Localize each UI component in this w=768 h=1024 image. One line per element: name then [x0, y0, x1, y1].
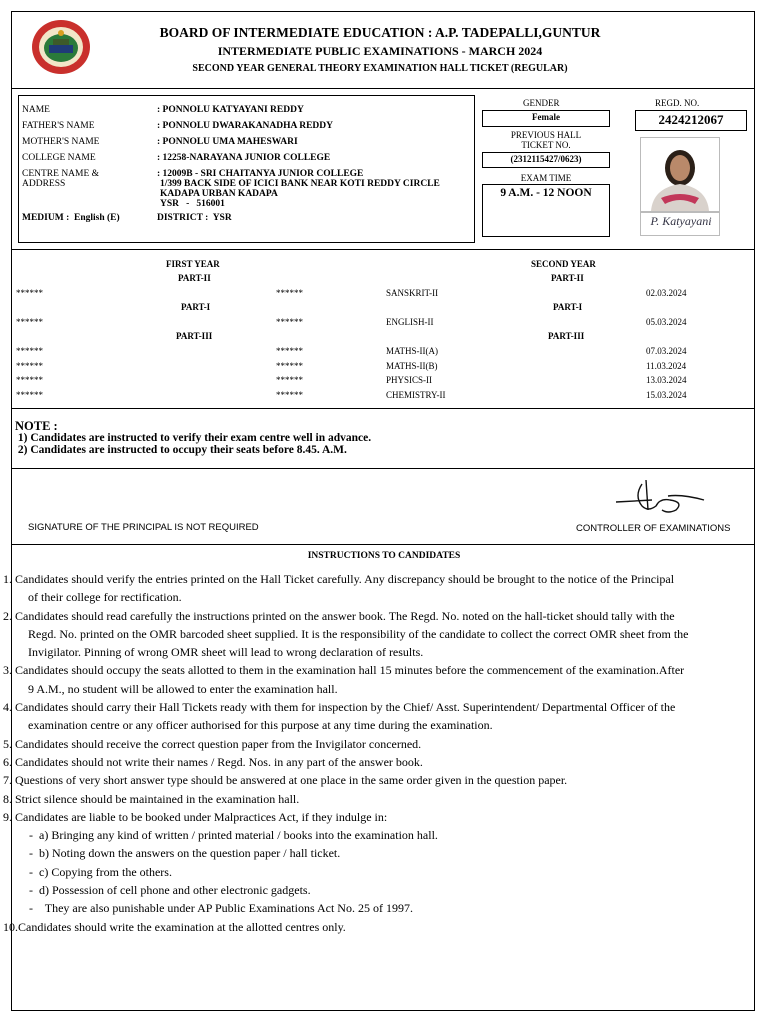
mask-second-3: ******	[276, 346, 303, 356]
mask-first-6: ******	[16, 390, 43, 400]
mask-first-1: ******	[16, 288, 43, 298]
divider	[11, 408, 755, 409]
college-label: COLLEGE NAME	[22, 153, 96, 163]
centre-address-line3: YSR - 516001	[160, 199, 225, 209]
instruction-line: Regd. No. printed on the OMR barcoded sheet supplied. It is the responsibility of the candidate to collect the correct OMR sheet from the	[28, 626, 689, 641]
exam-date: 15.03.2024	[646, 390, 687, 400]
instruction-line: of their college for rectification.	[28, 590, 182, 605]
mask-first-2: ******	[16, 317, 43, 327]
centre-address-line2: KADAPA URBAN KADAPA	[160, 189, 278, 199]
instructions-list	[3, 570, 746, 936]
first-year-part2: PART-II	[178, 273, 211, 283]
ticket-type: SECOND YEAR GENERAL THEORY EXAMINATION HALL TICKET (REGULAR)	[192, 63, 568, 74]
second-year-heading: SECOND YEAR	[531, 259, 596, 269]
instruction-line: - b) Noting down the answers on the question paper / hall ticket.	[29, 846, 341, 861]
instruction-line: - a) Bringing any kind of written / printed material / books into the examination hall.	[29, 828, 438, 843]
divider	[11, 249, 755, 250]
subject-name: CHEMISTRY-II	[386, 390, 446, 400]
centre-name: : 12009B - SRI CHAITANYA JUNIOR COLLEGE	[157, 169, 364, 179]
first-year-part1: PART-I	[181, 302, 211, 312]
note-title: NOTE :	[15, 419, 58, 433]
board-title: BOARD OF INTERMEDIATE EDUCATION : A.P. TADEPALLI,GUNTUR	[159, 25, 601, 40]
instruction-line: 9 A.M., no student will be allowed to enter the examination hall.	[28, 681, 338, 696]
controller-label: CONTROLLER OF EXAMINATIONS	[576, 523, 731, 534]
instruction-line: - d) Possession of cell phone and other electronic gadgets.	[29, 883, 311, 898]
instruction-line: 7. Questions of very short answer type should be answered at one place in the same order given in the question paper.	[3, 773, 568, 788]
centre-label: CENTRE NAME &	[22, 169, 100, 179]
mask-first-4: ******	[16, 361, 43, 371]
first-year-part3: PART-III	[176, 331, 213, 341]
mask-second-5: ******	[276, 375, 303, 385]
address-label: ADDRESS	[22, 179, 66, 189]
district: DISTRICT : YSR	[157, 213, 232, 223]
instruction-line: examination centre or any officer authorised for this purpose at any time during the examination.	[28, 718, 493, 733]
instructions-title: INSTRUCTIONS TO CANDIDATES	[307, 551, 461, 561]
exam-date: 02.03.2024	[646, 288, 687, 298]
mask-first-3: ******	[16, 346, 43, 356]
mask-second-4: ******	[276, 361, 303, 371]
centre-address-line1: 1/399 BACK SIDE OF ICICI BANK NEAR KOTI REDDY CIRCLE	[160, 179, 440, 189]
mask-second-6: ******	[276, 390, 303, 400]
subject-name: PHYSICS-II	[386, 375, 433, 385]
mother-name: : PONNOLU UMA MAHESWARI	[157, 137, 298, 147]
prev-ticket-label-2: TICKET NO.	[521, 140, 571, 150]
exam-title: INTERMEDIATE PUBLIC EXAMINATIONS - MARCH 2024	[217, 44, 543, 58]
medium: MEDIUM : English (E)	[22, 213, 120, 223]
prev-ticket-label: PREVIOUS HALL	[510, 130, 582, 140]
mask-second-2: ******	[276, 317, 303, 327]
instruction-line: 3. Candidates should occupy the seats allotted to them in the examination hall 15 minutes before the commencement of the examination.After	[3, 663, 685, 678]
photo-frame	[640, 137, 720, 212]
instruction-line: 6. Candidates should not write their names / Regd. Nos. in any part of the answer book.	[3, 754, 423, 769]
instruction-line: 4. Candidates should carry their Hall Tickets ready with them for inspection by the Chief/ Asst. Superintendent/ Departmental Officer of the	[3, 700, 676, 715]
instruction-line: Invigilator. Pinning of wrong OMR sheet will lead to wrong declaration of results.	[28, 645, 424, 660]
instruction-line: - They are also punishable under AP Public Examinations Act No. 25 of 1997.	[29, 901, 413, 916]
second-year-part3: PART-III	[548, 331, 585, 341]
controller-signature-icon	[612, 476, 720, 518]
exam-date: 05.03.2024	[646, 317, 687, 327]
exam-date: 07.03.2024	[646, 346, 687, 356]
instruction-line: 5. Candidates should receive the correct question paper from the Invigilator concerned.	[3, 736, 422, 751]
subject-name: MATHS-II(A)	[386, 346, 438, 356]
gender-label: GENDER	[523, 98, 560, 108]
mask-first-5: ******	[16, 375, 43, 385]
regd-label: REGD. NO.	[655, 98, 700, 108]
candidate-signature: P. Katyayani	[650, 214, 712, 228]
instruction-line: 2. Candidates should read carefully the instructions printed on the answer book. The Regd. No. noted on the hall-ticket should tally with the	[3, 608, 675, 623]
first-year-heading: FIRST YEAR	[166, 259, 220, 269]
subject-name: SANSKRIT-II	[386, 288, 439, 298]
candidate-name: : PONNOLU KATYAYANI REDDY	[157, 105, 304, 115]
gender-value: Female	[532, 112, 560, 122]
second-year-part2: PART-II	[551, 273, 584, 283]
instruction-line: 8. Strict silence should be maintained in the examination hall.	[3, 791, 300, 806]
divider	[11, 544, 755, 545]
exam-date: 11.03.2024	[646, 361, 687, 371]
instruction-line: 10.Candidates should write the examination at the allotted centres only.	[3, 919, 346, 934]
subject-name: ENGLISH-II	[386, 317, 434, 327]
note-line-1: 1) Candidates are instructed to verify their exam centre well in advance.	[15, 432, 372, 444]
instruction-line: - c) Copying from the others.	[29, 864, 172, 879]
father-name-label: FATHER'S NAME	[22, 121, 95, 131]
name-label: NAME	[22, 105, 50, 115]
candidate-photo	[641, 138, 719, 211]
college-name: : 12258-NARAYANA JUNIOR COLLEGE	[157, 153, 331, 163]
exam-time-value: 9 A.M. - 12 NOON	[500, 187, 592, 199]
father-name: : PONNOLU DWARAKANADHA REDDY	[157, 121, 334, 131]
exam-time-label: EXAM TIME	[520, 173, 572, 183]
mask-second-1: ******	[276, 288, 303, 298]
divider	[11, 468, 755, 469]
exam-date: 13.03.2024	[646, 375, 687, 385]
note-line-2: 2) Candidates are instructed to occupy their seats before 8.45. A.M.	[15, 444, 347, 456]
instruction-line: 1. Candidates should verify the entries printed on the Hall Ticket carefully. Any discrepancy should be brought to the notice of the Principal	[3, 572, 675, 586]
divider	[11, 88, 755, 89]
second-year-part1: PART-I	[553, 302, 583, 312]
regd-number: 2424212067	[658, 112, 724, 127]
prev-ticket-number: (2312115427/0623)	[510, 154, 582, 164]
mother-name-label: MOTHER'S NAME	[22, 137, 100, 147]
principal-signature-note: SIGNATURE OF THE PRINCIPAL IS NOT REQUIRED	[28, 522, 259, 533]
instruction-line: 9. Candidates are liable to be booked under Malpractices Act, if they indulge in:	[3, 809, 388, 824]
subject-name: MATHS-II(B)	[386, 361, 438, 371]
